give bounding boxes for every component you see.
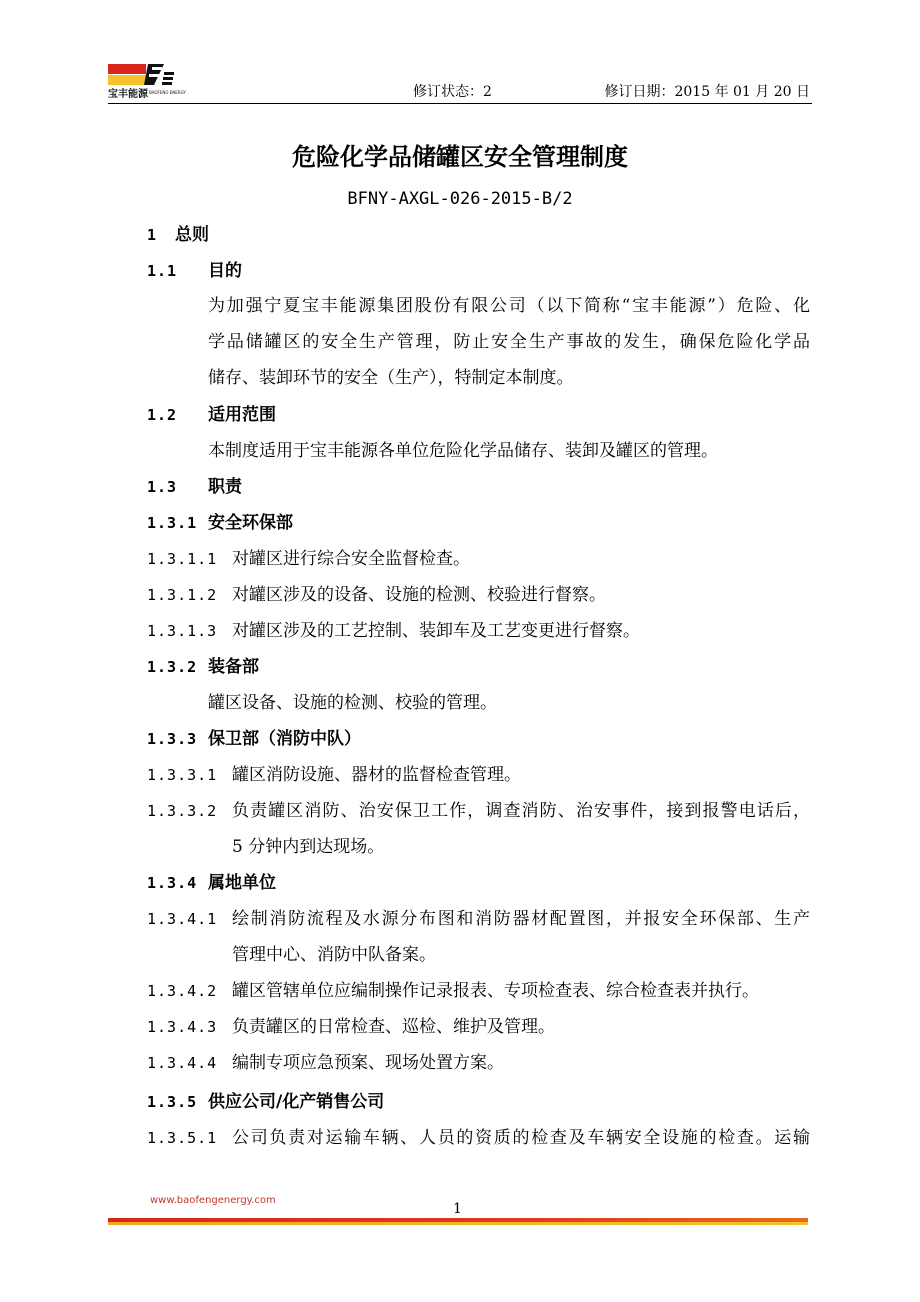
header-divider — [108, 103, 812, 104]
section-number: 1 — [147, 226, 158, 244]
paragraph-text: 储存、装卸环节的安全（生产），特制定本制度。 — [208, 368, 574, 388]
company-logo — [108, 62, 186, 102]
section-number: 1.3.5 — [147, 1093, 198, 1111]
section-title: 目的 — [208, 261, 242, 281]
item-text: 罐区管辖单位应编制操作记录报表、专项检查表、综合检查表并执行。 — [232, 981, 759, 1001]
item-text: 5 分钟内到达现场。 — [232, 837, 385, 857]
paragraph-text: 本制度适用于宝丰能源各单位危险化学品储存、装卸及罐区的管理。 — [208, 441, 718, 461]
section-number: 1.3 — [147, 478, 178, 496]
svg-text:BAOFENG ENERGY: BAOFENG ENERGY — [149, 90, 186, 95]
footer-stripe-yellow — [108, 1222, 808, 1225]
section-number: 1.3.1 — [147, 514, 198, 532]
section-title: 职责 — [208, 477, 242, 497]
section-title: 装备部 — [208, 657, 259, 677]
revision-date: 修订日期：2015 年 01 月 20 日 — [604, 84, 810, 100]
section-title: 属地单位 — [208, 873, 276, 893]
item-text: 罐区消防设施、器材的监督检查管理。 — [232, 765, 521, 785]
document-title: 危险化学品储罐区安全管理制度 — [292, 143, 628, 171]
item-number: 1.3.5.1 — [147, 1129, 218, 1147]
item-text: 对罐区进行综合安全监督检查。 — [232, 549, 470, 569]
item-number: 1.3.3.1 — [147, 766, 218, 784]
item-number: 1.3.4.2 — [147, 982, 218, 1000]
section-number: 1.1 — [147, 262, 178, 280]
item-text: 管理中心、消防中队备案。 — [232, 945, 436, 965]
item-number: 1.3.1.2 — [147, 586, 218, 604]
document-code: BFNY-AXGL-026-2015-B/2 — [347, 189, 573, 209]
item-text: 编制专项应急预案、现场处置方案。 — [232, 1053, 504, 1073]
section-title: 总则 — [175, 225, 209, 245]
paragraph-text: 学品储罐区的安全生产管理，防止安全生产事故的发生，确保危险化学品 — [208, 332, 810, 352]
footer-website: www.baofengenergy.com — [150, 1195, 276, 1206]
page-number: 1 — [453, 1201, 462, 1217]
item-text: 公司负责对运输车辆、人员的资质的检查及车辆安全设施的检查。运输 — [232, 1128, 810, 1148]
item-number: 1.3.4.3 — [147, 1018, 218, 1036]
paragraph-text: 为加强宁夏宝丰能源集团股份有限公司（以下简称“宝丰能源”）危险、化 — [208, 296, 810, 316]
section-number: 1.3.2 — [147, 658, 198, 676]
item-text: 负责罐区消防、治安保卫工作，调查消防、治安事件，接到报警电话后， — [232, 801, 810, 821]
section-title: 适用范围 — [208, 405, 276, 425]
section-number: 1.2 — [147, 406, 178, 424]
section-number: 1.3.3 — [147, 730, 198, 748]
svg-text:宝丰能源: 宝丰能源 — [108, 89, 148, 100]
revision-status: 修订状态：2 — [413, 84, 492, 100]
paragraph-text: 罐区设备、设施的检测、校验的管理。 — [208, 693, 497, 713]
item-number: 1.3.1.3 — [147, 622, 218, 640]
section-title: 保卫部（消防中队） — [208, 729, 361, 749]
baofeng-logo-icon — [108, 62, 186, 102]
item-number: 1.3.1.1 — [147, 550, 218, 568]
item-text: 对罐区涉及的工艺控制、装卸车及工艺变更进行督察。 — [232, 621, 640, 641]
item-text: 负责罐区的日常检查、巡检、维护及管理。 — [232, 1017, 555, 1037]
item-text: 对罐区涉及的设备、设施的检测、校验进行督察。 — [232, 585, 606, 605]
item-number: 1.3.4.1 — [147, 910, 218, 928]
section-title: 安全环保部 — [208, 513, 293, 533]
section-number: 1.3.4 — [147, 874, 198, 892]
item-text: 绘制消防流程及水源分布图和消防器材配置图，并报安全环保部、生产 — [232, 909, 810, 929]
section-title: 供应公司/化产销售公司 — [208, 1092, 385, 1112]
item-number: 1.3.3.2 — [147, 802, 218, 820]
item-number: 1.3.4.4 — [147, 1054, 218, 1072]
